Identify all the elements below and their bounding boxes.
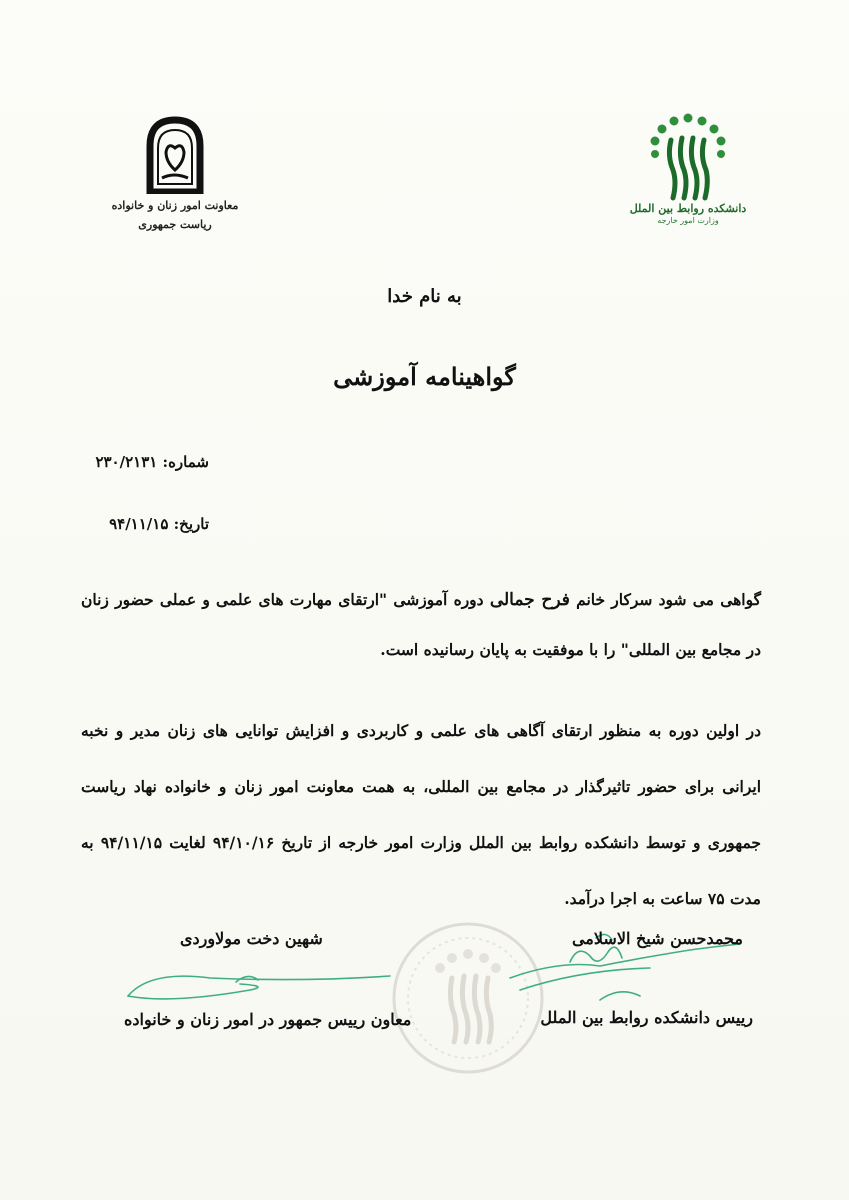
left-signatory-role: معاون رییس جمهور در امور زنان و خانواده xyxy=(124,1010,412,1029)
certificate-number: شماره: ۲۳۰/۲۱۳۱ xyxy=(95,453,209,471)
right-logo-caption-line1: دانشکده روابط بین الملل xyxy=(629,202,747,215)
basmala-heading: به نام خدا xyxy=(387,286,462,307)
right-logo-caption-line2: وزارت امور خارجه xyxy=(657,216,719,225)
paragraph-1-rest: دوره آموزشی "ارتقای مهارت های علمی و عملی حضور زنان در مجامع بین المللی" را با موفقیت به پایان رسانیده است. xyxy=(81,590,761,659)
certificate-paragraph-1 xyxy=(81,575,761,675)
certificate-date: تاریخ: ۹۴/۱۱/۱۵ xyxy=(109,515,209,533)
left-signatory-name: شهین دخت مولاوردی xyxy=(180,929,323,948)
school-international-relations-logo-icon xyxy=(643,110,733,202)
certificate-paragraph-2: در اولین دوره به منظور ارتقای آگاهی های علمی و کاربردی و افزایش توانایی های زنان مدیر و نخبه ایرانی برای حضور تاثیرگذار در مجامع بین المللی، به همت معاونت امور زنان و خانواده نهاد ریاست جمهوری و توسط دانشکده روابط بین الملل وزارت امور خارجه از تاریخ ۹۴/۱۰/۱۶ لغایت ۹۴/۱۱/۱۵ به مدت ۷۵ ساعت به اجرا درآمد. xyxy=(81,721,761,908)
recipient-name: فرح جمالی xyxy=(489,590,570,610)
left-logo-caption-line2: ریاست جمهوری xyxy=(138,218,212,231)
school-international-relations-logo xyxy=(618,110,758,250)
certificate-title: گواهینامه آموزشی xyxy=(333,362,516,391)
embossed-seal-icon xyxy=(388,918,548,1078)
right-signatory-name: محمدحسن شیخ الاسلامی xyxy=(571,929,743,948)
women-family-affairs-logo-icon xyxy=(144,116,206,194)
left-logo-caption-line1: معاونت امور زنان و خانواده xyxy=(111,199,239,212)
women-family-affairs-logo xyxy=(110,116,240,246)
right-signatory-role: رییس دانشکده روابط بین الملل xyxy=(540,1008,753,1027)
paragraph-1-lead: گواهی می شود سرکار خانم xyxy=(576,590,761,609)
